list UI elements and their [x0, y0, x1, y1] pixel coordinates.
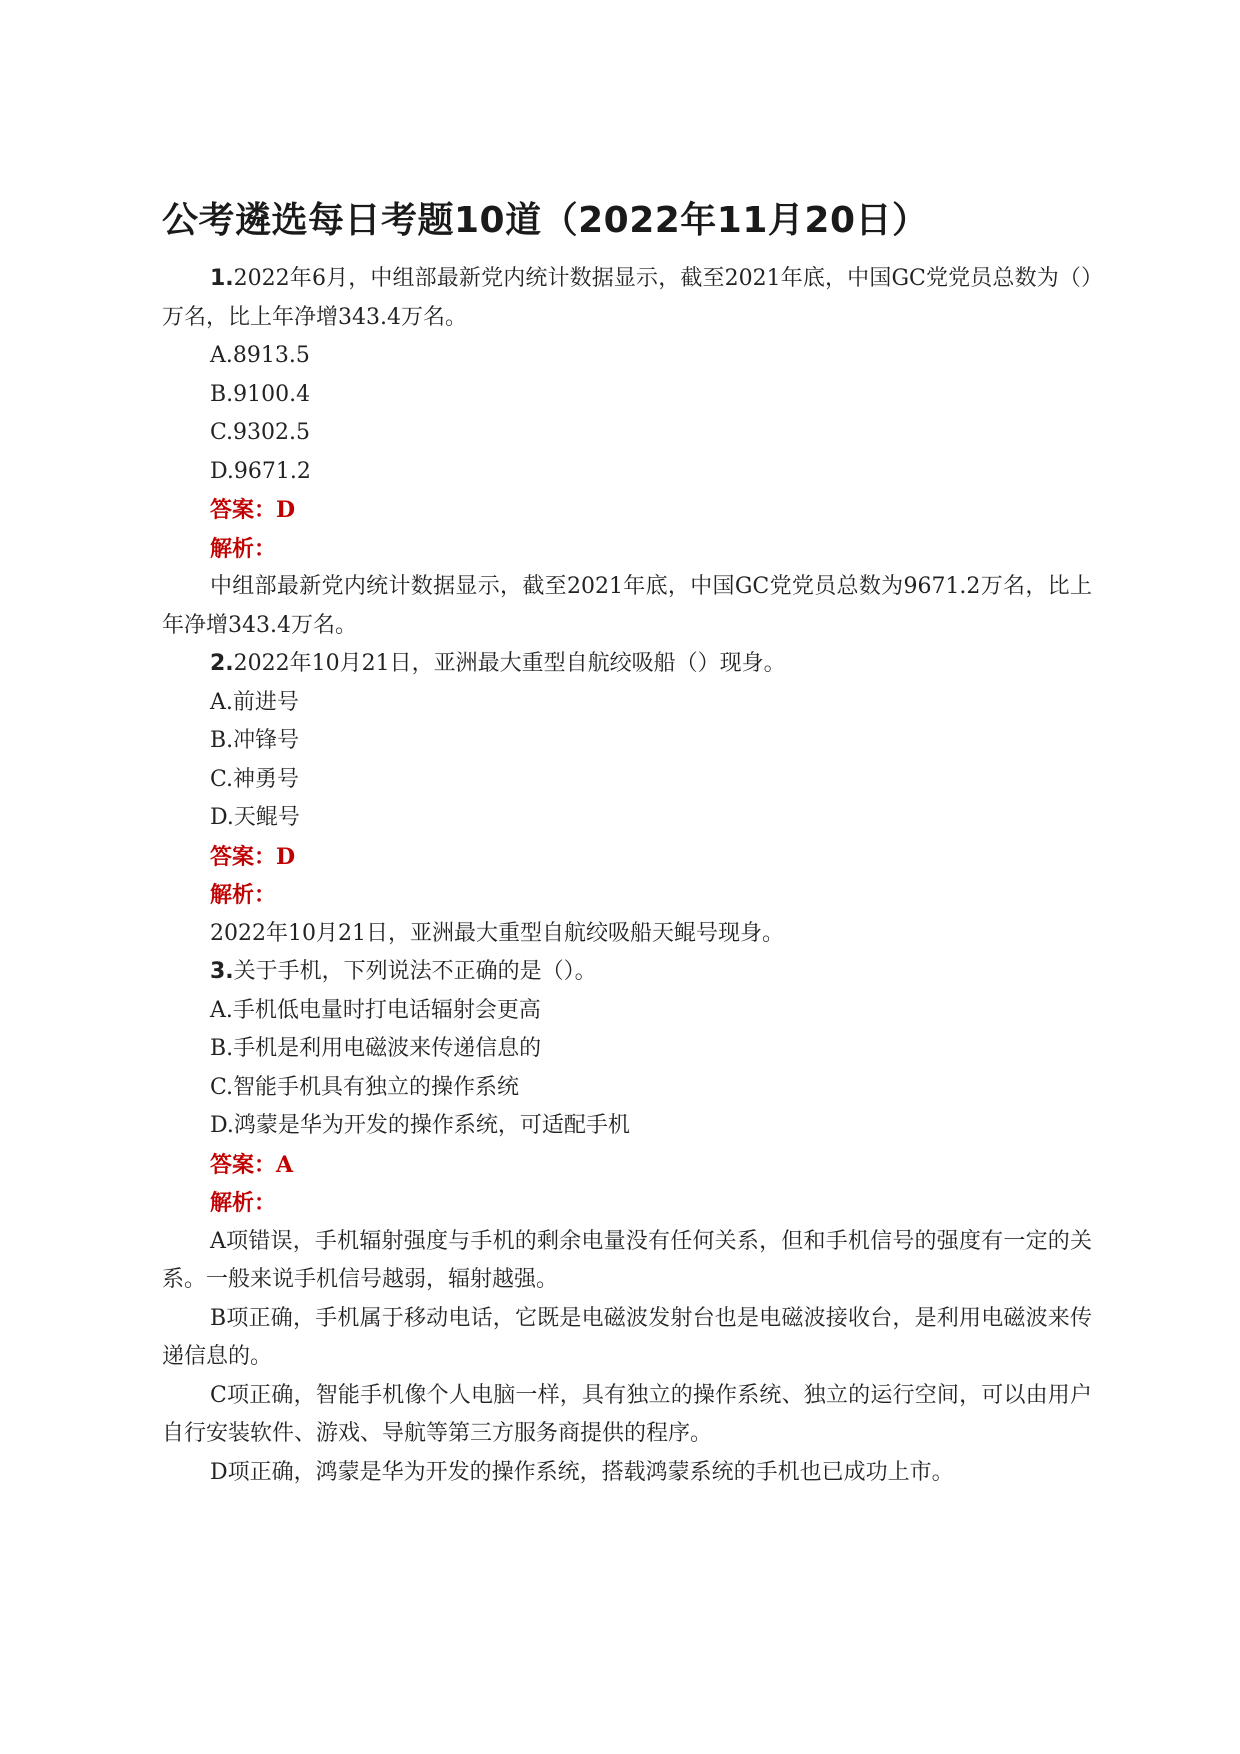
analysis-text: B项正确，手机属于移动电话，它既是电磁波发射台也是电磁波接收台，是利用电磁波来传递信息的。	[162, 1305, 1092, 1369]
document-page	[162, 196, 1092, 1492]
analysis-text: 中组部最新党内统计数据显示，截至2021年底，中国GC党党员总数为9671.2万名，比上年净增343.4万名。	[162, 574, 1092, 638]
option-a: A.手机低电量时打电话辐射会更高	[210, 997, 541, 1023]
option-d: D.9671.2	[210, 458, 311, 484]
option-c: C.智能手机具有独立的操作系统	[210, 1074, 520, 1100]
option-c: C.9302.5	[210, 420, 311, 445]
option-b: B.手机是利用电磁波来传递信息的	[210, 1036, 542, 1061]
question-stem	[162, 645, 1092, 684]
analysis-label: 解析：	[210, 882, 277, 908]
option-b: B.冲锋号	[210, 728, 300, 753]
option-a: A.前进号	[210, 689, 299, 715]
answer: 答案：D	[210, 497, 296, 523]
answer: 答案：D	[210, 843, 296, 870]
question-text: 关于手机，下列说法不正确的是（）。	[233, 959, 597, 984]
question-number: 2.	[210, 651, 234, 676]
analysis-text: A项错误，手机辐射强度与手机的剩余电量没有任何关系，但和手机信号的强度有一定的关系。一般来说手机信号越弱，辐射越强。	[162, 1228, 1092, 1292]
question-text: 2022年6月，中组部最新党内统计数据显示，截至2021年底，中国GC党党员总数为（）万名，比上年净增343.4万名。	[162, 266, 1092, 330]
analysis-text: C项正确，智能手机像个人电脑一样，具有独立的操作系统、独立的运行空间，可以由用户自行安装软件、游戏、导航等第三方服务商提供的程序。	[162, 1382, 1092, 1446]
answer: 答案：A	[210, 1151, 294, 1178]
option-a: A.8913.5	[210, 343, 310, 368]
option-d: D.天鲲号	[210, 805, 300, 830]
question-stem	[162, 953, 1092, 992]
analysis-text: D项正确，鸿蒙是华为开发的操作系统，搭载鸿蒙系统的手机也已成功上市。	[210, 1459, 954, 1485]
question-1	[162, 260, 1092, 645]
question-number: 3.	[210, 959, 234, 984]
option-d: D.鸿蒙是华为开发的操作系统，可适配手机	[210, 1113, 630, 1138]
question-2	[162, 645, 1092, 953]
analysis-text: 2022年10月21日，亚洲最大重型自航绞吸船天鲲号现身。	[210, 920, 784, 946]
question-stem	[162, 260, 1092, 337]
question-number: 1.	[210, 266, 234, 291]
option-c: C.神勇号	[210, 766, 300, 792]
analysis-label: 解析：	[210, 1190, 277, 1216]
page-title: 公考遴选每日考题10道（2022年11月20日）	[162, 200, 929, 241]
question-3	[162, 953, 1092, 1492]
analysis-label: 解析：	[210, 535, 277, 562]
question-text: 2022年10月21日，亚洲最大重型自航绞吸船（）现身。	[233, 651, 786, 676]
option-b: B.9100.4	[210, 381, 311, 407]
